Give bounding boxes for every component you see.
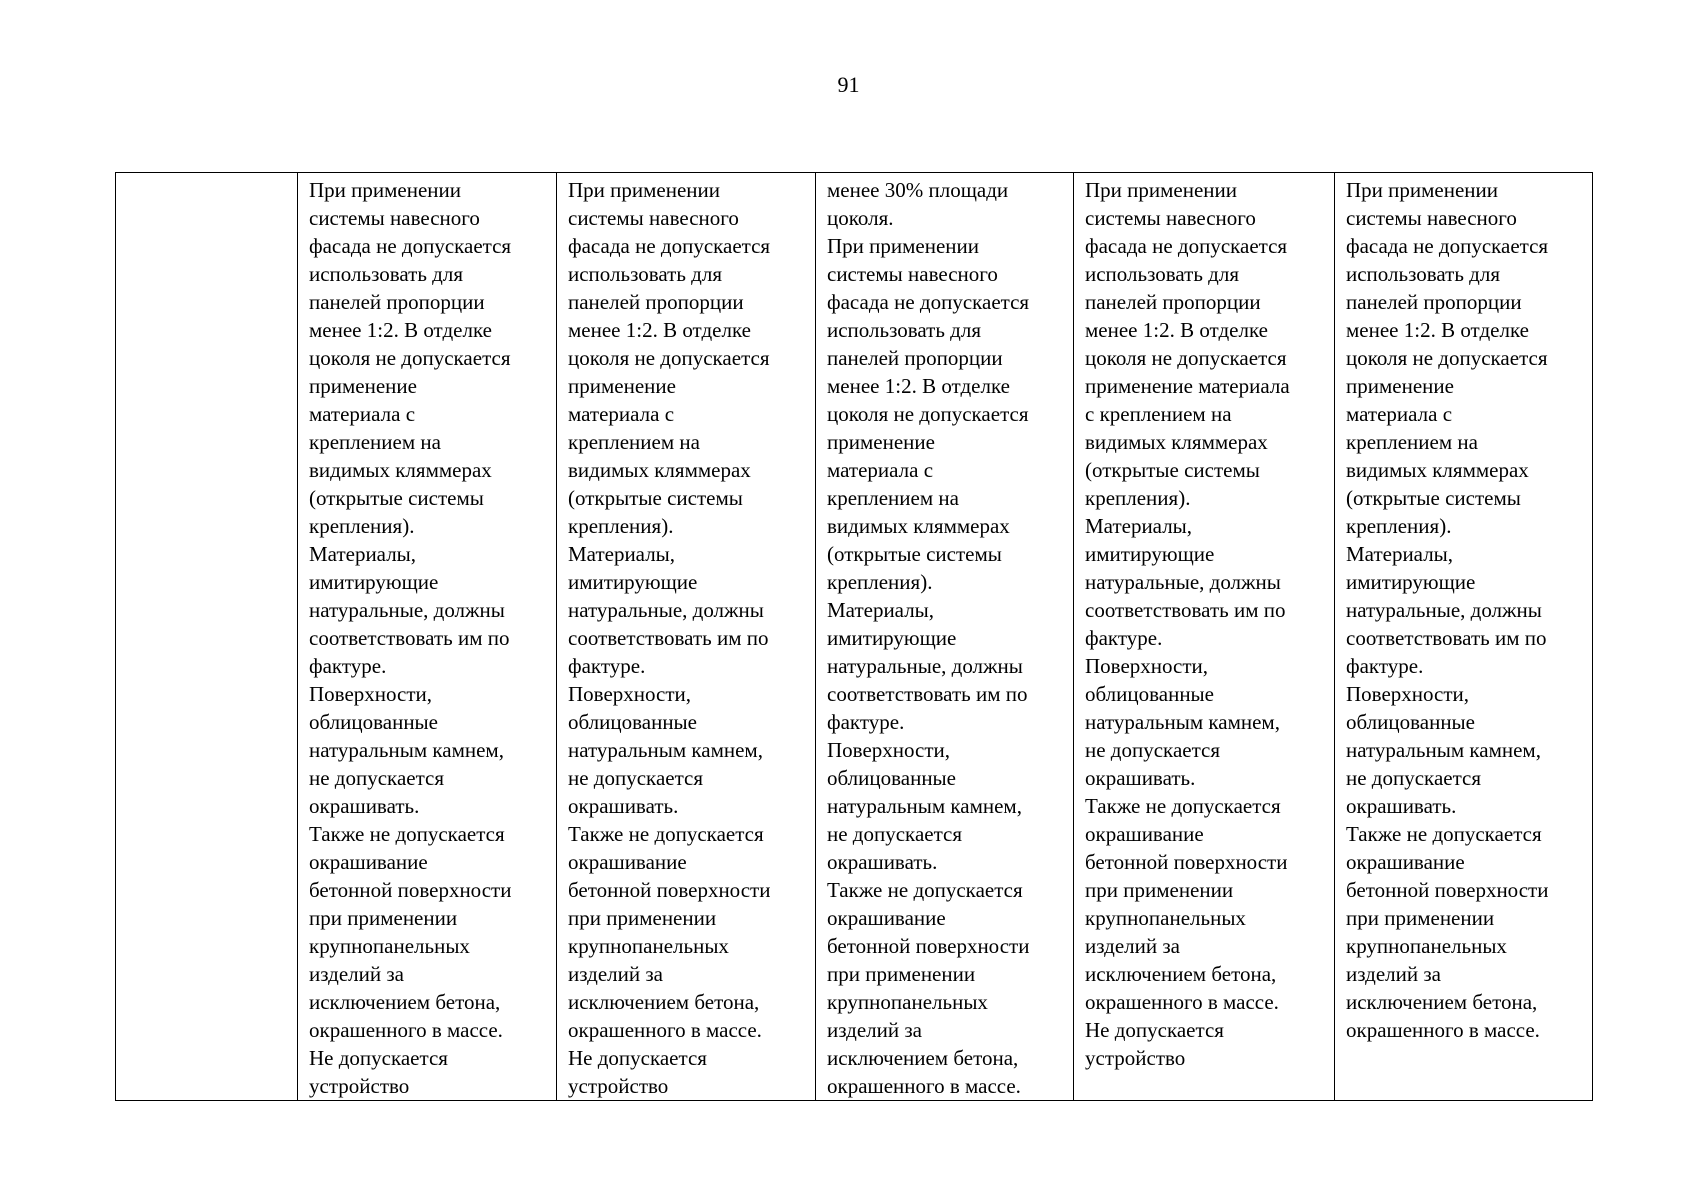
cell-text-line: бетонной поверхности	[827, 934, 1030, 958]
cell-text-line: Не допускается	[1085, 1018, 1224, 1042]
cell-text-line: использовать для	[1346, 262, 1500, 286]
cell-text-line: материала с	[309, 402, 416, 426]
cell-text-line: не допускается	[568, 766, 703, 790]
cell-text-line: не допускается	[1346, 766, 1481, 790]
cell-text-line: имитирующие	[827, 626, 957, 650]
cell-text-line: при применении	[1085, 878, 1234, 902]
cell-text-line: окрашивать.	[1346, 794, 1457, 818]
cell-text-line: натуральные, должны	[568, 598, 764, 622]
page-number: 91	[837, 72, 860, 97]
cell-text-line: окрашивать.	[568, 794, 679, 818]
cell-text-line: Материалы,	[568, 542, 676, 566]
cell-text-line: окрашивание	[827, 906, 946, 930]
cell-text-line: При применении	[827, 234, 980, 258]
table-cell	[816, 173, 1074, 1101]
cell-text-line: системы навесного	[1085, 206, 1256, 230]
table-cell	[298, 173, 557, 1101]
cell-text-line: крепления).	[568, 514, 674, 538]
cell-text-line: использовать для	[1085, 262, 1239, 286]
cell-text-line: натуральные, должны	[1346, 598, 1542, 622]
cell-text-line: (открытые системы	[827, 542, 1002, 566]
table-cell	[557, 173, 816, 1101]
cell-text-line: менее 1:2. В отделке	[1346, 318, 1529, 342]
cell-text-line: устройство	[1085, 1046, 1186, 1070]
cell-text-line: бетонной поверхности	[1346, 878, 1549, 902]
cell-text-line: облицованные	[568, 710, 697, 734]
cell-text-line: крупнопанельных	[568, 934, 729, 958]
cell-text-line: (открытые системы	[1346, 486, 1521, 510]
cell-text-line: крепления).	[1346, 514, 1452, 538]
cell-text-line: окрашенного в массе.	[568, 1018, 762, 1042]
cell-text-line: изделий за	[568, 962, 663, 986]
cell-text-line: цоколя не допускается	[309, 346, 511, 370]
cell-text-line: Не допускается	[309, 1046, 448, 1070]
cell-text-line: (открытые системы	[1085, 458, 1260, 482]
cell-text-line: Также не допускается	[1346, 822, 1542, 846]
cell-text-line: Поверхности,	[1085, 654, 1209, 678]
cell-text-line: видимых кляммерах	[309, 458, 492, 482]
cell-text-line: системы навесного	[568, 206, 739, 230]
cell-text-line: при применении	[827, 962, 976, 986]
cell-text-line: цоколя.	[827, 206, 894, 230]
cell-text-line: (открытые системы	[309, 486, 484, 510]
table-row	[116, 173, 1593, 1101]
cell-text-line: менее 1:2. В отделке	[827, 374, 1010, 398]
cell-text-line: бетонной поверхности	[568, 878, 771, 902]
cell-text-line: панелей пропорции	[827, 346, 1003, 370]
cell-text-line: цоколя не допускается	[1085, 346, 1287, 370]
cell-text-line: использовать для	[568, 262, 722, 286]
cell-text-line: системы навесного	[827, 262, 998, 286]
cell-text-line: бетонной поверхности	[1085, 850, 1288, 874]
cell-text-line: не допускается	[1085, 738, 1220, 762]
cell-text-line: Материалы,	[1085, 514, 1193, 538]
cell-text-line: окрашивание	[309, 850, 428, 874]
cell-text-line: окрашенного в массе.	[1346, 1018, 1540, 1042]
cell-text-line: фактуре.	[827, 710, 905, 734]
cell-text-line: имитирующие	[1346, 570, 1476, 594]
cell-text-line: Материалы,	[1346, 542, 1454, 566]
cell-text-line: соответствовать им по	[568, 626, 769, 650]
cell-text-line: Поверхности,	[1346, 682, 1470, 706]
cell-text-line: крепления).	[309, 514, 415, 538]
cell-text-line: фасада не допускается	[827, 290, 1030, 314]
cell-text-line: соответствовать им по	[827, 682, 1028, 706]
cell-text-line: использовать для	[827, 318, 981, 342]
cell-text-line: (открытые системы	[568, 486, 743, 510]
cell-text-line: изделий за	[1346, 962, 1441, 986]
cell-text-line: крупнопанельных	[1085, 906, 1246, 930]
cell-text-line: креплением на	[1346, 430, 1478, 454]
cell-text-line: не допускается	[309, 766, 444, 790]
cell-text-line: применение	[568, 374, 676, 398]
cell-text-line: фасада не допускается	[1346, 234, 1549, 258]
table-cell	[1074, 173, 1335, 1101]
cell-text-line: натуральным камнем,	[309, 738, 504, 762]
cell-text-line: исключением бетона,	[309, 990, 501, 1014]
cell-text-line: Также не допускается	[1085, 794, 1281, 818]
cell-text-line: с креплением на	[1085, 402, 1232, 426]
cell-text-line: Материалы,	[309, 542, 417, 566]
cell-text-line: применение	[827, 430, 935, 454]
cell-text-line: окрашивание	[568, 850, 687, 874]
cell-text-line: Материалы,	[827, 598, 935, 622]
cell-text-line: фасада не допускается	[1085, 234, 1288, 258]
cell-text-line: применение материала	[1085, 374, 1290, 398]
cell-text-line: исключением бетона,	[1346, 990, 1538, 1014]
cell-text-line: цоколя не допускается	[1346, 346, 1548, 370]
table-cell	[1335, 173, 1593, 1101]
cell-text-line: цоколя не допускается	[827, 402, 1029, 426]
cell-text-line: окрашивать.	[309, 794, 420, 818]
cell-text-line: При применении	[1085, 178, 1238, 202]
cell-text-line: изделий за	[309, 962, 404, 986]
cell-text-line: облицованные	[1346, 710, 1475, 734]
cell-text-line: видимых кляммерах	[1346, 458, 1529, 482]
cell-text-line: натуральным камнем,	[568, 738, 763, 762]
cell-text-line: менее 1:2. В отделке	[568, 318, 751, 342]
cell-text-line: окрашенного в массе.	[827, 1074, 1021, 1098]
cell-text-line: имитирующие	[309, 570, 439, 594]
cell-text-line: системы навесного	[1346, 206, 1517, 230]
cell-text-line: исключением бетона,	[827, 1046, 1019, 1070]
cell-text-line: фактуре.	[309, 654, 387, 678]
cell-text-line: фактуре.	[1346, 654, 1424, 678]
cell-text-line: При применении	[309, 178, 462, 202]
cell-text-line: Поверхности,	[568, 682, 692, 706]
cell-text-line: имитирующие	[1085, 542, 1215, 566]
cell-text-line: окрашенного в массе.	[309, 1018, 503, 1042]
cell-text-line: окрашивание	[1346, 850, 1465, 874]
cell-text-line: системы навесного	[309, 206, 480, 230]
cell-text-line: крепления).	[827, 570, 933, 594]
cell-text-line: панелей пропорции	[568, 290, 744, 314]
cell-text-line: панелей пропорции	[309, 290, 485, 314]
cell-text-line: натуральные, должны	[1085, 570, 1281, 594]
cell-text-line: не допускается	[827, 822, 962, 846]
cell-text-line: креплением на	[309, 430, 441, 454]
cell-text-line: При применении	[568, 178, 721, 202]
cell-text-line: фасада не допускается	[568, 234, 771, 258]
cell-text-line: исключением бетона,	[568, 990, 760, 1014]
cell-text-line: натуральным камнем,	[1085, 710, 1280, 734]
cell-text-line: изделий за	[1085, 934, 1180, 958]
cell-text-line: исключением бетона,	[1085, 962, 1277, 986]
cell-text-line: Поверхности,	[827, 738, 951, 762]
cell-text-line: материала с	[1346, 402, 1453, 426]
cell-text-line: облицованные	[1085, 682, 1214, 706]
requirements-table	[115, 172, 1593, 1101]
cell-text-line: При применении	[1346, 178, 1499, 202]
cell-text-line: Также не допускается	[827, 878, 1023, 902]
cell-text-line: натуральные, должны	[309, 598, 505, 622]
cell-text-line: менее 30% площади	[827, 178, 1009, 202]
cell-text-line: крепления).	[1085, 486, 1191, 510]
cell-text-line: устройство	[309, 1074, 410, 1098]
cell-text-line: при применении	[309, 906, 458, 930]
cell-text-line: имитирующие	[568, 570, 698, 594]
cell-text-line: облицованные	[309, 710, 438, 734]
cell-text-line: фасада не допускается	[309, 234, 512, 258]
cell-text-line: натуральные, должны	[827, 654, 1023, 678]
cell-text-line: бетонной поверхности	[309, 878, 512, 902]
cell-text-line: материала с	[568, 402, 675, 426]
cell-text-line: изделий за	[827, 1018, 922, 1042]
cell-text-line: устройство	[568, 1074, 669, 1098]
cell-text-line: Поверхности,	[309, 682, 433, 706]
table-cell-empty	[116, 173, 298, 1101]
cell-text-line: окрашивать.	[827, 850, 938, 874]
cell-text-line: крупнопанельных	[1346, 934, 1507, 958]
cell-text-line: видимых кляммерах	[827, 514, 1010, 538]
cell-text-line: применение	[1346, 374, 1454, 398]
cell-text-line: при применении	[568, 906, 717, 930]
cell-text-line: при применении	[1346, 906, 1495, 930]
cell-text-line: креплением на	[827, 486, 959, 510]
cell-text-line: менее 1:2. В отделке	[309, 318, 492, 342]
cell-text-line: материала с	[827, 458, 934, 482]
cell-text-line: креплением на	[568, 430, 700, 454]
cell-text-line: крупнопанельных	[827, 990, 988, 1014]
cell-text-line: натуральным камнем,	[827, 794, 1022, 818]
cell-text-line: облицованные	[827, 766, 956, 790]
cell-text-line: цоколя не допускается	[568, 346, 770, 370]
cell-text-line: соответствовать им по	[309, 626, 510, 650]
cell-text-line: панелей пропорции	[1346, 290, 1522, 314]
cell-text-line: соответствовать им по	[1085, 598, 1286, 622]
cell-text-line: окрашивание	[1085, 822, 1204, 846]
cell-text-line: панелей пропорции	[1085, 290, 1261, 314]
cell-text-line: применение	[309, 374, 417, 398]
cell-text-line: фактуре.	[568, 654, 646, 678]
cell-text-line: Также не допускается	[309, 822, 505, 846]
cell-text-line: соответствовать им по	[1346, 626, 1547, 650]
cell-text-line: использовать для	[309, 262, 463, 286]
cell-text-line: Также не допускается	[568, 822, 764, 846]
cell-text-line: видимых кляммерах	[1085, 430, 1268, 454]
cell-text-line: натуральным камнем,	[1346, 738, 1541, 762]
cell-text-line: видимых кляммерах	[568, 458, 751, 482]
cell-text-line: фактуре.	[1085, 626, 1163, 650]
cell-text-line: Не допускается	[568, 1046, 707, 1070]
cell-text-line: менее 1:2. В отделке	[1085, 318, 1268, 342]
cell-text-line: крупнопанельных	[309, 934, 470, 958]
cell-text-line: окрашивать.	[1085, 766, 1196, 790]
cell-text-line: окрашенного в массе.	[1085, 990, 1279, 1014]
